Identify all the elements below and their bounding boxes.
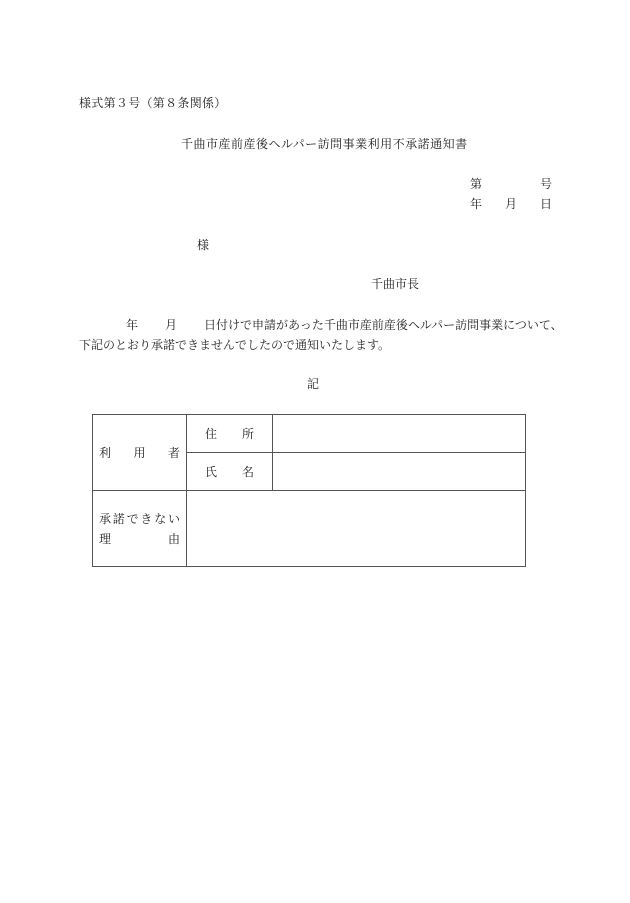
ki-heading: 記 — [307, 377, 320, 391]
body-date-year: 年 — [126, 318, 139, 332]
table-row-address — [93, 415, 526, 453]
reason-label-char: な — [154, 511, 167, 526]
reason-label-char: 由 — [167, 531, 180, 546]
document-date-year: 年 — [470, 197, 483, 211]
name-label-cell — [187, 453, 273, 491]
document-title: 千曲市産前産後ヘルパー訪問事業利用不承諾通知書 — [181, 137, 468, 151]
body-paragraph-line-2: 下記のとおり承諾できませんでしたので通知いたします。 — [79, 338, 391, 352]
reason-label-char: き — [140, 511, 153, 526]
name-value-cell[interactable] — [273, 453, 526, 491]
reason-label-cell — [93, 491, 187, 567]
user-label-char: 利 — [99, 446, 112, 460]
reason-value-cell[interactable] — [187, 491, 526, 567]
form-number: 様式第３号（第８条関係） — [79, 96, 227, 110]
user-label-cell — [93, 415, 187, 491]
body-line-1-text: 日付けで申請があった千曲市産前産後ヘルパー訪問事業について、 — [204, 318, 563, 332]
document-date-line — [470, 196, 552, 212]
document-number-line — [470, 176, 552, 192]
name-label-char: 名 — [241, 465, 254, 479]
document-number-suffix: 号 — [539, 177, 552, 191]
name-label-char: 氏 — [205, 465, 218, 479]
body-paragraph-line-1 — [79, 317, 563, 333]
reason-label-char: 諾 — [112, 511, 125, 526]
reason-label-char: 承 — [99, 511, 112, 526]
address-value-cell[interactable] — [273, 415, 526, 453]
reason-label-char: い — [167, 511, 180, 526]
document-date-day: 日 — [539, 197, 552, 211]
user-label-char: 者 — [167, 446, 180, 460]
body-date-month: 月 — [165, 318, 178, 332]
address-label-char: 住 — [205, 427, 218, 441]
addressee-honorific: 様 — [197, 238, 210, 252]
reason-label-char: 理 — [99, 531, 112, 546]
document-date-month: 月 — [504, 197, 517, 211]
user-label-char: 用 — [133, 446, 146, 460]
address-label-char: 所 — [241, 427, 254, 441]
reason-label-char: で — [126, 511, 139, 526]
document-number-prefix: 第 — [470, 177, 483, 191]
sender-name: 千曲市長 — [371, 277, 420, 291]
table-row-reason — [93, 491, 526, 567]
detail-table — [92, 414, 526, 567]
address-label-cell — [187, 415, 273, 453]
